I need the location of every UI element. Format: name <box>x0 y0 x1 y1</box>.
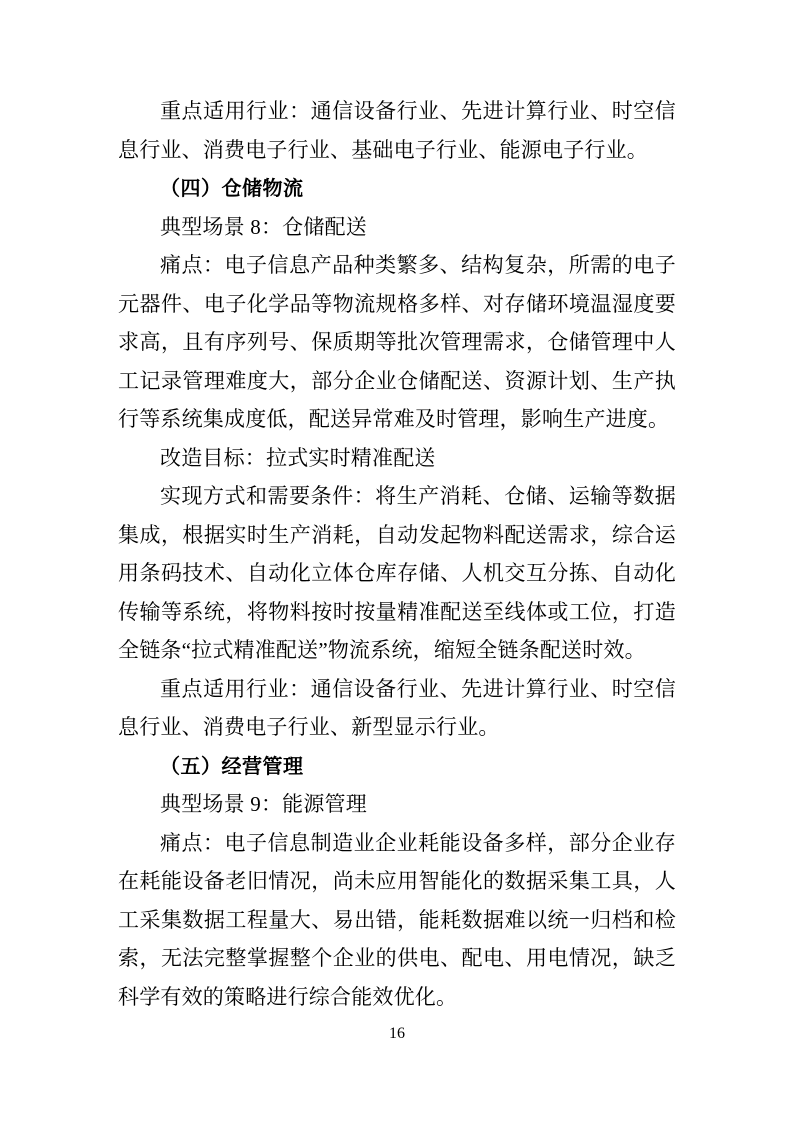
paragraph-pain-points-warehouse: 痛点：电子信息产品种类繁多、结构复杂，所需的电子元器件、电子化学品等物流规格多样、对存储环境温湿度要求高，且有序列号、保质期等批次管理需求，仓储管理中人工记录管理难度大，部分企业仓储配送、资源计划、生产执行等系统集成度低，配送异常难及时管理，影响生产进度。 <box>118 253 676 431</box>
paragraph-pain-points-energy: 痛点：电子信息制造业企业耗能设备多样，部分企业存在耗能设备老旧情况，尚未应用智能化的数据采集工具，人工采集数据工程量大、易出错，能耗数据难以统一归档和检索，无法完整掌握整个企业的供电、配电、用电情况，缺乏科学有效的策略进行综合能效优化。 <box>118 830 676 1009</box>
paragraph-applicable-industries-1: 重点适用行业：通信设备行业、先进计算行业、时空信息行业、消费电子行业、基础电子行业、能源电子行业。 <box>118 99 676 162</box>
paragraph-applicable-industries-2: 重点适用行业：通信设备行业、先进计算行业、时空信息行业、消费电子行业、新型显示行业。 <box>118 676 676 739</box>
paragraph-scenario-9-title: 典型场景 9：能源管理 <box>160 792 367 816</box>
paragraph-transformation-goal: 改造目标：拉式实时精准配送 <box>160 445 436 470</box>
page-number: 16 <box>389 1025 405 1042</box>
paragraph-scenario-8-title: 典型场景 8：仓储配送 <box>160 214 367 239</box>
section-heading-operations-management: （五）经营管理 <box>160 753 304 778</box>
page-content <box>118 92 676 1016</box>
paragraph-implementation-conditions: 实现方式和需要条件：将生产消耗、仓储、运输等数据集成，根据实时生产消耗，自动发起物料配送需求，综合运用条码技术、自动化立体仓库存储、人机交互分拣、自动化传输等系统，将物料按时按量精准配送至线体或工位，打造全链条“拉式精准配送”物流系统，缩短全链条配送时效。 <box>118 484 676 662</box>
section-heading-warehouse-logistics: （四）仓储物流 <box>160 176 304 200</box>
